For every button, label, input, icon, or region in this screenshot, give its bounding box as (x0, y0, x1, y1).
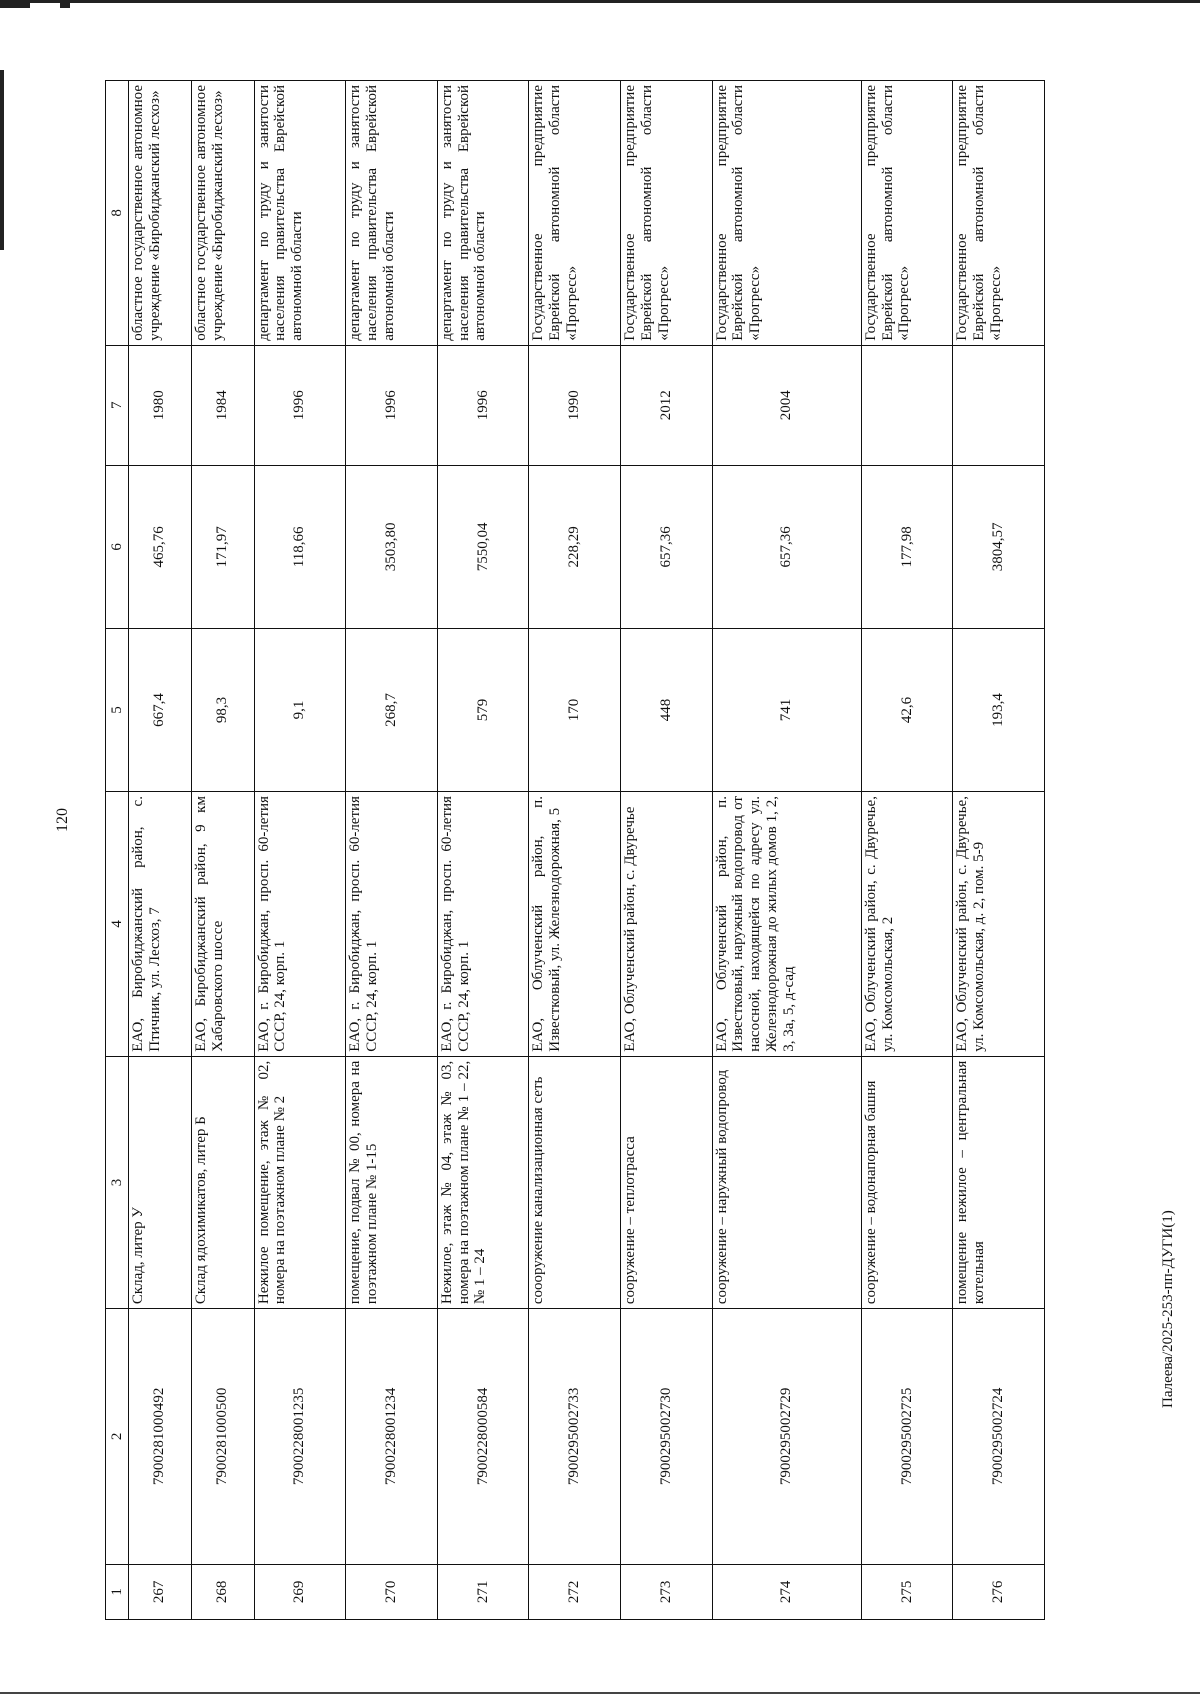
object-name: Нежилое, этаж № 04, этаж № 03, номера на поэтажном плане № 1 – 22, № 1 – 24 (437, 1056, 529, 1308)
table-row (953, 81, 1045, 1620)
object-address: ЕАО, г. Биробиджан, просп. 60-летия СССР, 24, корп. 1 (437, 792, 529, 1057)
object-name: сооружение – наружный водопровод (712, 1056, 861, 1308)
table-row (254, 81, 346, 1620)
object-holder: департамент по труду и занятости населения правительства Еврейской автономной области (346, 81, 438, 346)
object-name: Склад, литер У (129, 1056, 192, 1308)
object-holder: областное государственное автономное учреждение «Биробиджанский лесхоз» (129, 81, 192, 346)
object-area: 448 (620, 628, 712, 791)
table-row (437, 81, 529, 1620)
object-cost: 465,76 (129, 465, 192, 628)
object-holder: Государственное предприятие Еврейской автономной области «Прогресс» (620, 81, 712, 346)
object-cost: 657,36 (620, 465, 712, 628)
object-year: 1980 (129, 345, 192, 465)
object-address: ЕАО, Облученский район, с. Двуречье, ул. Комсомольская, 2 (861, 792, 953, 1057)
table-row (712, 81, 861, 1620)
object-year: 1996 (254, 345, 346, 465)
object-address: ЕАО, г. Биробиджан, просп. 60-летия СССР, 24, корп. 1 (346, 792, 438, 1057)
cadastral-number: 79002810005​00 (191, 1309, 254, 1564)
object-name: помещение, подвал № 00, номера на поэтажном плане № 1-15 (346, 1056, 438, 1308)
property-registry-table (105, 80, 1045, 1620)
object-cost: 118,66 (254, 465, 346, 628)
rotated-table-container (105, 80, 1045, 1620)
object-address: ЕАО, Облученский район, с. Двуречье, ул. Комсомольская, д. 2, пом. 5-9 (953, 792, 1045, 1057)
object-cost: 7550,04 (437, 465, 529, 628)
object-holder: Государственное предприятие Еврейской автономной области «Прогресс» (712, 81, 861, 346)
object-cost: 177,98 (861, 465, 953, 628)
row-number: 276 (953, 1564, 1045, 1619)
object-year: 1984 (191, 345, 254, 465)
column-header: 8 (106, 81, 129, 346)
column-header: 1 (106, 1564, 129, 1619)
object-year: 1996 (346, 345, 438, 465)
object-cost: 3503,80 (346, 465, 438, 628)
object-holder: Государственное предприятие Еврейской автономной области «Прогресс» (953, 81, 1045, 346)
object-holder: Государственное предприятие Еврейской автономной области «Прогресс» (861, 81, 953, 346)
row-number: 275 (861, 1564, 953, 1619)
column-header: 3 (106, 1056, 129, 1308)
table-row (861, 81, 953, 1620)
object-cost: 3804,57 (953, 465, 1045, 628)
scan-mark (0, 0, 30, 8)
object-name: соооружение канализационная сеть (529, 1056, 621, 1308)
column-header: 4 (106, 792, 129, 1057)
header-row (106, 81, 129, 1620)
table-row (346, 81, 438, 1620)
scan-edge-top (0, 0, 1200, 3)
object-year (861, 345, 953, 465)
cadastral-number: 79002280012​34 (346, 1309, 438, 1564)
object-area: 268,7 (346, 628, 438, 791)
cadastral-number: 79002950027​30 (620, 1309, 712, 1564)
object-holder: Государственное предприятие Еврейской автономной области «Прогресс» (529, 81, 621, 346)
object-area: 579 (437, 628, 529, 791)
object-area: 98,3 (191, 628, 254, 791)
column-header: 6 (106, 465, 129, 628)
row-number: 269 (254, 1564, 346, 1619)
cadastral-number: 79002810004​92 (129, 1309, 192, 1564)
row-number: 267 (129, 1564, 192, 1619)
cadastral-number: 79002950027​25 (861, 1309, 953, 1564)
object-year (953, 345, 1045, 465)
cadastral-number: 79002950027​33 (529, 1309, 621, 1564)
object-area: 9,1 (254, 628, 346, 791)
object-name: Нежилое помещение, этаж № 02, номера на поэтажном плане № 2 (254, 1056, 346, 1308)
table-row (191, 81, 254, 1620)
page-number: 120 (54, 808, 71, 832)
object-address: ЕАО, Облученский район, с. Двуречье (620, 792, 712, 1057)
column-header: 7 (106, 345, 129, 465)
scan-mark (60, 0, 70, 8)
object-address: ЕАО, Облученский район, п. Известковый, наружный водопровод от насосной, находящейся по адресу ул. Железнодорожная до жилых домов 1, 2, 3, 3а, 5, д-сад (712, 792, 861, 1057)
cadastral-number: 79002280012​35 (254, 1309, 346, 1564)
object-cost: 657,36 (712, 465, 861, 628)
object-year: 2004 (712, 345, 861, 465)
cadastral-number: 79002950027​29 (712, 1309, 861, 1564)
row-number: 271 (437, 1564, 529, 1619)
column-header: 2 (106, 1309, 129, 1564)
column-header: 5 (106, 628, 129, 791)
object-cost: 171,97 (191, 465, 254, 628)
scan-edge-bottom (0, 1692, 1200, 1694)
row-number: 270 (346, 1564, 438, 1619)
object-area: 42,6 (861, 628, 953, 791)
object-year: 1990 (529, 345, 621, 465)
row-number: 272 (529, 1564, 621, 1619)
scan-edge-left (0, 70, 4, 250)
object-area: 741 (712, 628, 861, 791)
table-row (620, 81, 712, 1620)
table-row (529, 81, 621, 1620)
object-name: сооружение – водонапорная башня (861, 1056, 953, 1308)
object-holder: департамент по труду и занятости населения правительства Еврейской автономной области (254, 81, 346, 346)
object-cost: 228,29 (529, 465, 621, 628)
cadastral-number: 79002950027​24 (953, 1309, 1045, 1564)
object-name: Склад ядохимикатов, литер Б (191, 1056, 254, 1308)
object-address: ЕАО, Биробиджанский район, 9 км Хабаровского шоссе (191, 792, 254, 1057)
object-address: ЕАО, г. Биробиджан, просп. 60-летия СССР, 24, корп. 1 (254, 792, 346, 1057)
object-year: 1996 (437, 345, 529, 465)
object-area: 193,4 (953, 628, 1045, 791)
object-holder: областное государственное автономное учреждение «Биробиджанский лесхоз» (191, 81, 254, 346)
row-number: 274 (712, 1564, 861, 1619)
table-row (129, 81, 192, 1620)
object-address: ЕАО, Облученский район, п. Известковый, ул. Железнодорожная, 5 (529, 792, 621, 1057)
cadastral-number: 79002280005​84 (437, 1309, 529, 1564)
object-name: сооружение – теплотрасса (620, 1056, 712, 1308)
object-address: ЕАО, Биробиджанский район, с. Птичник, ул. Лесхоз, 7 (129, 792, 192, 1057)
object-holder: департамент по труду и занятости населения правительства Еврейской автономной области (437, 81, 529, 346)
document-code: Палеева/2025-253-пп-ДУГИ(1) (1160, 1210, 1176, 1408)
object-name: помещение нежилое – центральная котельная (953, 1056, 1045, 1308)
row-number: 273 (620, 1564, 712, 1619)
object-area: 667,4 (129, 628, 192, 791)
object-year: 2012 (620, 345, 712, 465)
object-area: 170 (529, 628, 621, 791)
row-number: 268 (191, 1564, 254, 1619)
